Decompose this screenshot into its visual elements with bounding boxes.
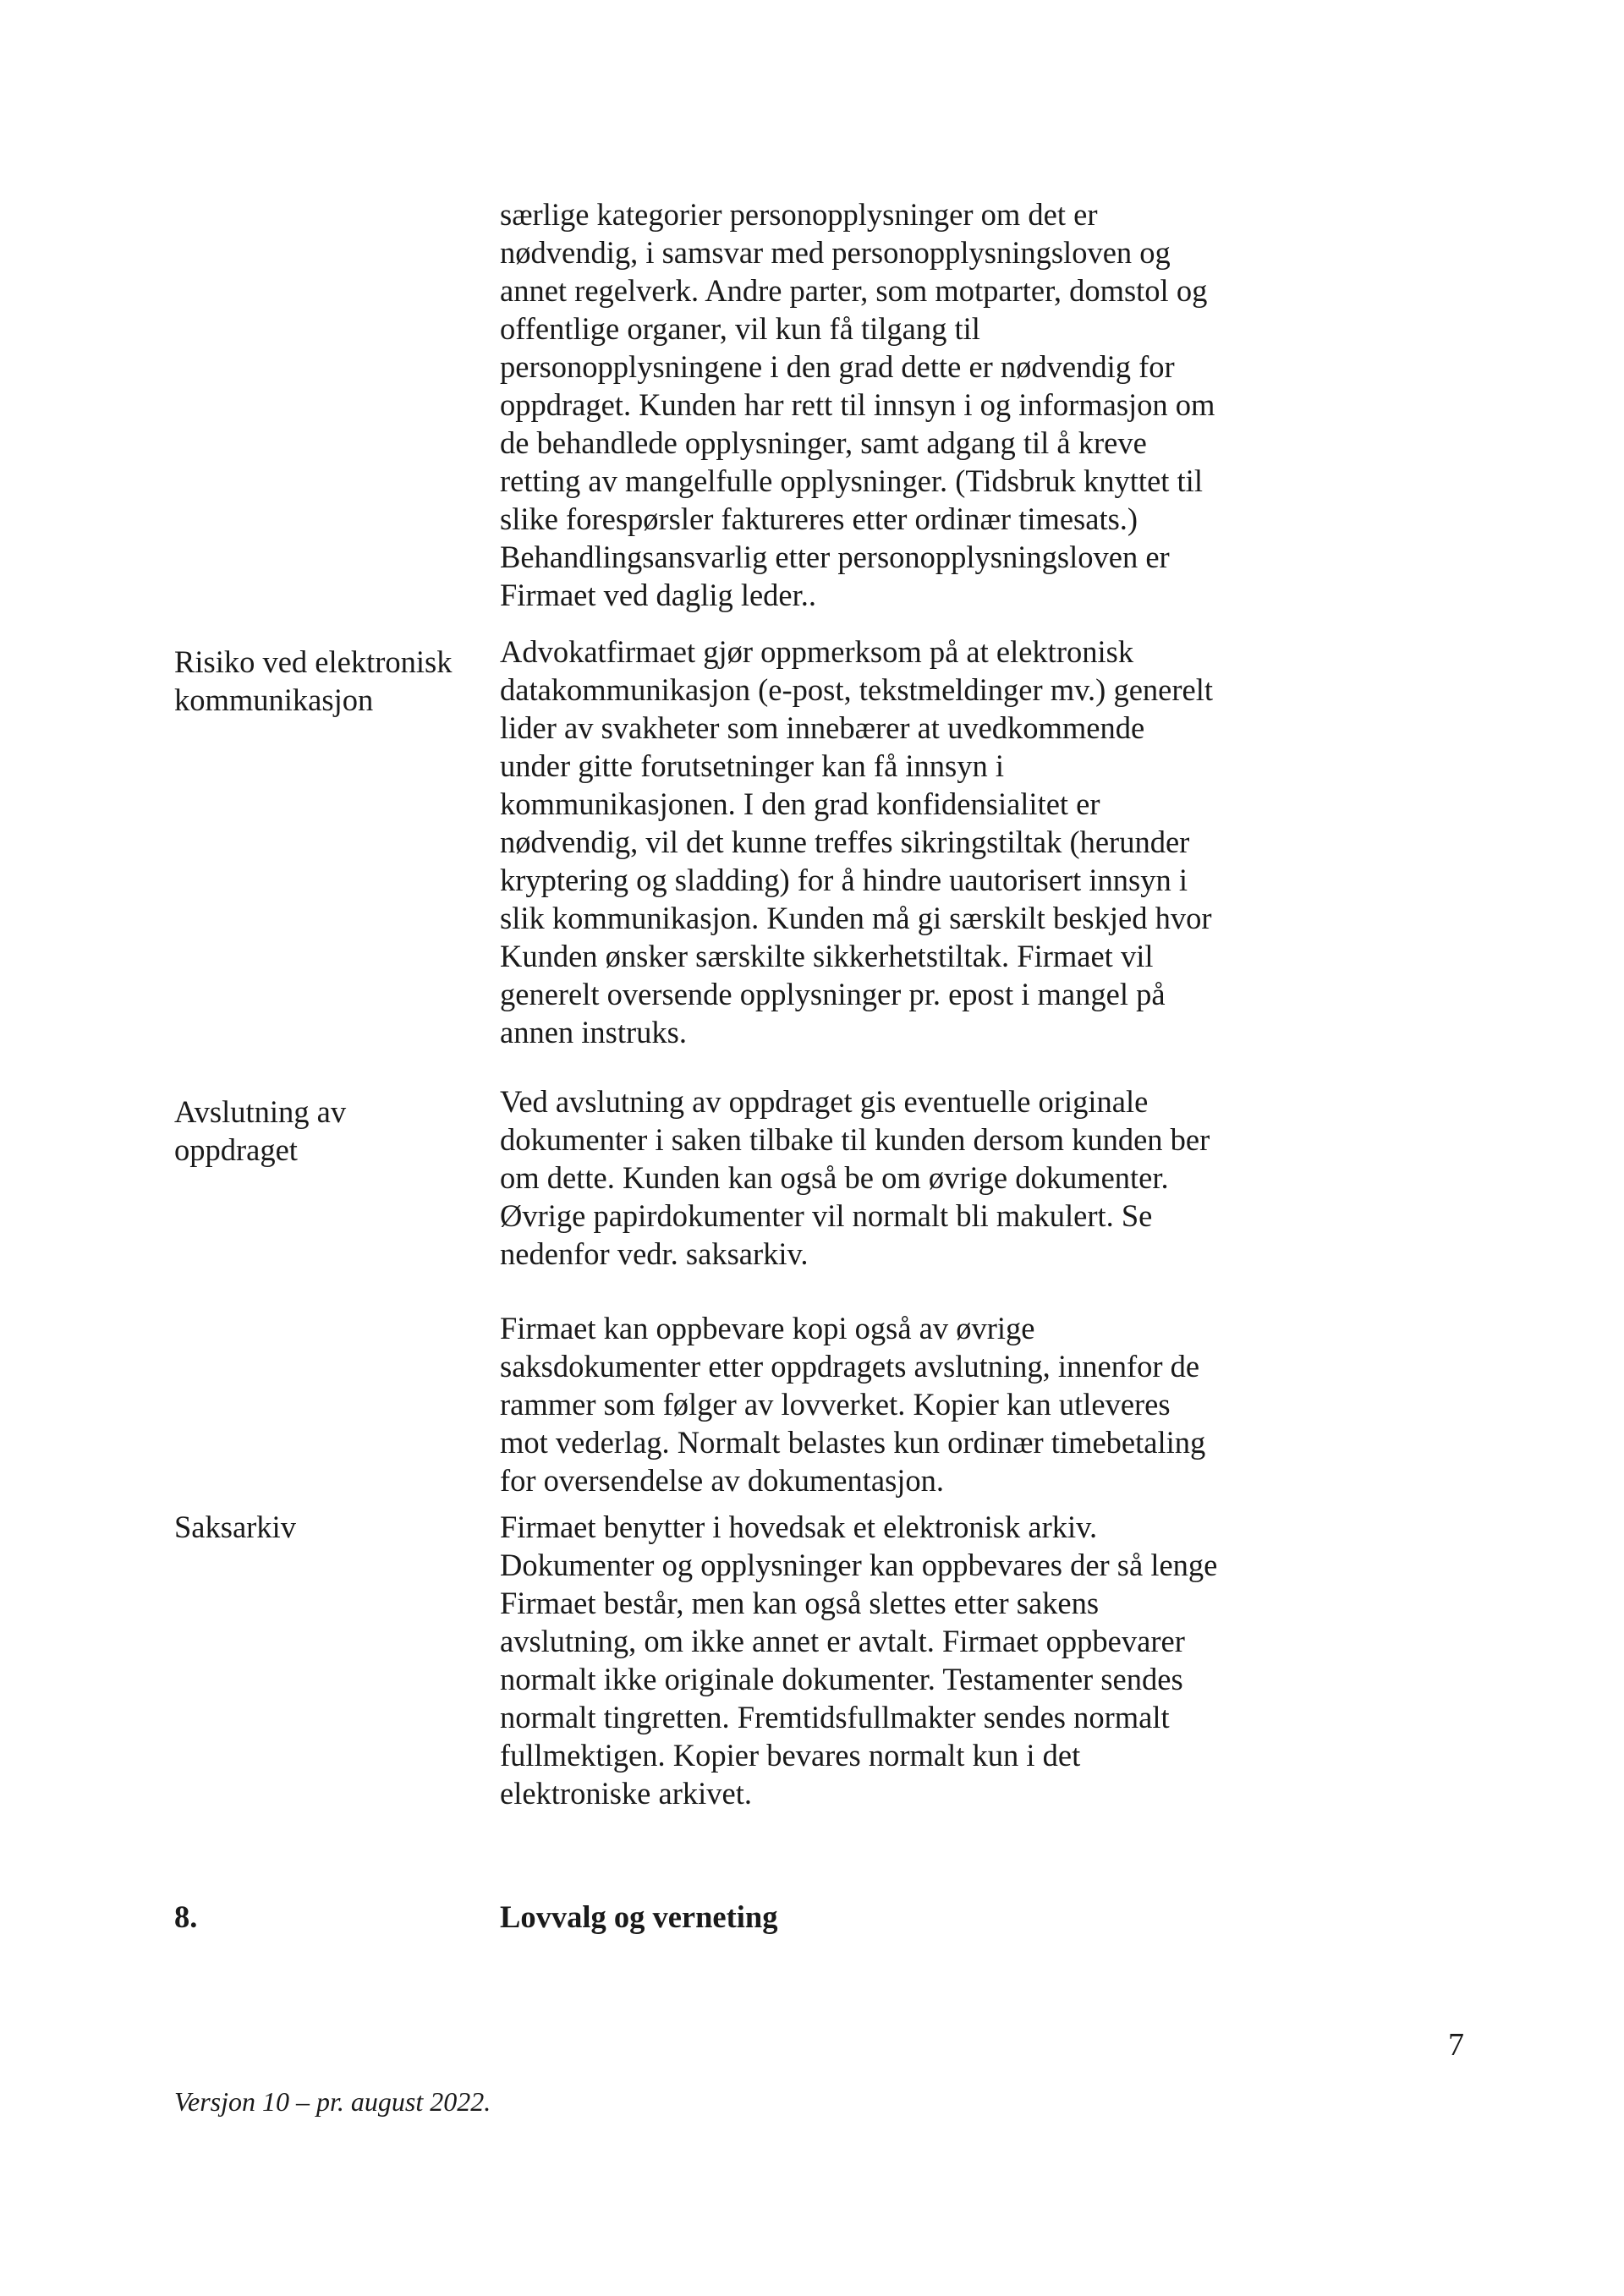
page-number: 7	[1448, 2027, 1464, 2063]
body-text-line: retting av mangelfulle opplysninger. (Tidsbruk knyttet til	[500, 463, 1203, 498]
body-text-line: nedenfor vedr. saksarkiv.	[500, 1236, 809, 1271]
section-label: oppdraget	[174, 1132, 298, 1167]
body-text-line: nødvendig, vil det kunne treffes sikringstiltak (herunder	[500, 825, 1190, 859]
body-text-line: generelt oversende opplysninger pr. epost i mangel på	[500, 977, 1166, 1011]
section-label: Risiko ved elektronisk	[174, 644, 453, 679]
body-text-line: de behandlede opplysninger, samt adgang til å kreve	[500, 425, 1147, 460]
body-text-line: offentlige organer, vil kun få tilgang til	[500, 311, 980, 346]
body-text-line: annet regelverk. Andre parter, som motparter, domstol og	[500, 273, 1208, 308]
body-text-line: oppdraget. Kunden har rett til innsyn i og informasjon om	[500, 387, 1215, 422]
body-text-line: datakommunikasjon (e-post, tekstmeldinger mv.) generelt	[500, 672, 1213, 707]
section-label: kommunikasjon	[174, 682, 374, 717]
body-text-line: Firmaet benytter i hovedsak et elektronisk arkiv.	[500, 1510, 1098, 1544]
body-text-line: Advokatfirmaet gjør oppmerksom på at elektronisk	[500, 634, 1134, 669]
body-text-line: Firmaet består, men kan også slettes etter sakens	[500, 1586, 1100, 1620]
body-text-line: Øvrige papirdokumenter vil normalt bli makulert. Se	[500, 1198, 1153, 1233]
body-text-line: slik kommunikasjon. Kunden må gi særskilt beskjed hvor	[500, 901, 1212, 935]
body-text-line: Firmaet ved daglig leder..	[500, 578, 817, 612]
body-text-line: om dette. Kunden kan også be om øvrige dokumenter.	[500, 1160, 1169, 1195]
body-text-line: rammer som følger av lovverket. Kopier kan utleveres	[500, 1387, 1171, 1422]
body-text-line: slike forespørsler faktureres etter ordinær timesats.)	[500, 501, 1138, 536]
heading-number: 8.	[174, 1899, 198, 1934]
body-text-line: avslutning, om ikke annet er avtalt. Firmaet oppbevarer	[500, 1624, 1185, 1658]
section-label: Saksarkiv	[174, 1510, 296, 1544]
body-text-line: for oversendelse av dokumentasjon.	[500, 1463, 945, 1498]
body-text-line: fullmektigen. Kopier bevares normalt kun i det	[500, 1738, 1081, 1773]
body-text-line: Dokumenter og opplysninger kan oppbevares der så lenge	[500, 1548, 1218, 1582]
body-text-line: lider av svakheter som innebærer at uvedkommende	[500, 710, 1145, 745]
body-text-line: Behandlingsansvarlig etter personopplysningsloven er	[500, 540, 1170, 574]
section-label: Avslutning av	[174, 1094, 347, 1129]
body-text-line: Kunden ønsker særskilte sikkerhetstiltak. Firmaet vil	[500, 939, 1154, 973]
body-text-line: personopplysningene i den grad dette er nødvendig for	[500, 349, 1175, 384]
body-text-line: normalt tingretten. Fremtidsfullmakter sendes normalt	[500, 1700, 1170, 1734]
body-text-line: mot vederlag. Normalt belastes kun ordinær timebetaling	[500, 1425, 1206, 1460]
body-text-line: normalt ikke originale dokumenter. Testamenter sendes	[500, 1662, 1183, 1696]
body-text-line: dokumenter i saken tilbake til kunden dersom kunden ber	[500, 1122, 1210, 1157]
body-text-line: under gitte forutsetninger kan få innsyn i	[500, 748, 1005, 783]
heading-title: Lovvalg og verneting	[500, 1899, 778, 1934]
body-text-line: saksdokumenter etter oppdragets avslutning, innenfor de	[500, 1349, 1200, 1384]
body-text-line: elektroniske arkivet.	[500, 1776, 752, 1811]
footer-version: Versjon 10 – pr. august 2022.	[174, 2086, 491, 2117]
body-text-line: særlige kategorier personopplysninger om det er	[500, 197, 1098, 232]
body-text-line: Firmaet kan oppbevare kopi også av øvrige	[500, 1311, 1035, 1345]
body-text-line: kommunikasjonen. I den grad konfidensialitet er	[500, 786, 1100, 821]
body-text-line: kryptering og sladding) for å hindre uautorisert innsyn i	[500, 863, 1188, 897]
body-text-line: Ved avslutning av oppdraget gis eventuelle originale	[500, 1084, 1149, 1119]
body-text-line: nødvendig, i samsvar med personopplysningsloven og	[500, 235, 1171, 270]
body-text-line: annen instruks.	[500, 1015, 687, 1049]
